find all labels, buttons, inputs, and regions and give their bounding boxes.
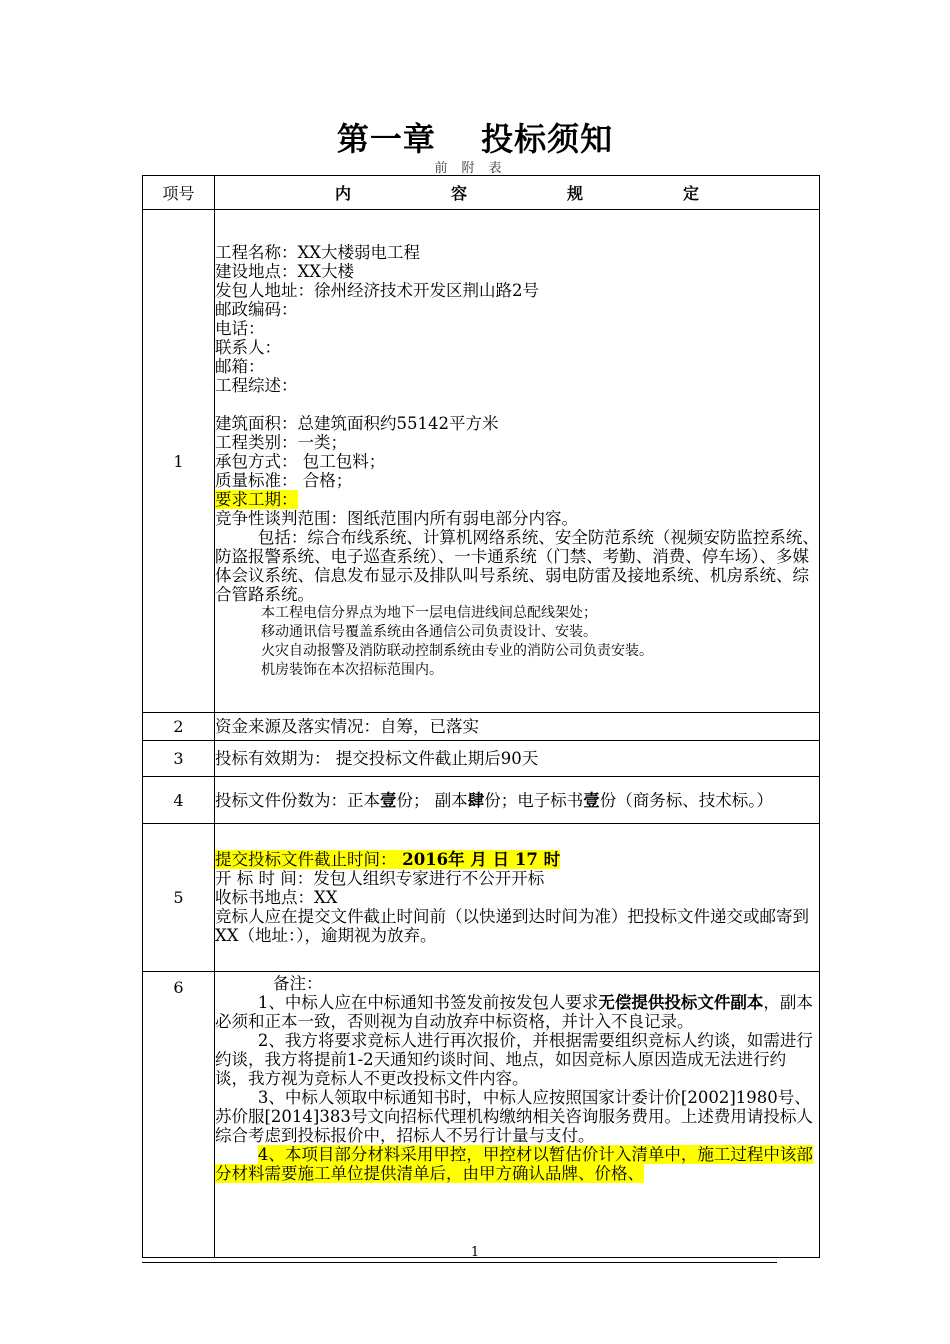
row-number: 6	[143, 972, 215, 1258]
scope-note: 机房装饰在本次招标范围内。	[261, 661, 443, 678]
bid-copies: 投标文件份数为：正本壹份； 副本肆份；电子标书壹份（商务标、技术标。）	[215, 777, 820, 824]
remark-3: 3、中标人领取中标通知书时，中标人应按照国家计委计价[2002]1980号、苏价服[2014]383号文向招标代理机构缴纳相关咨询服务费用。上述费用请投标人综合考虑到投标报价中，招标人不另行计量与支付。	[215, 1088, 813, 1145]
required-duration: 要求工期：	[215, 489, 298, 509]
header-content	[215, 176, 820, 210]
construction-site: 建设地点：XX大楼	[215, 261, 354, 281]
remarks-label: 备注：	[273, 974, 323, 993]
phone: 电话：	[215, 318, 265, 338]
scope-note: 移动通讯信号覆盖系统由各通信公司负责设计、安装。	[261, 623, 597, 640]
receiving-location: 收标书地点：XX	[215, 888, 338, 907]
scope-details: 包括：综合布线系统、计算机网络系统、安全防范系统（视频安防监控系统、防盗报警系统、电子巡查系统）、一卡通系统（门禁、考勤、消费、停车场）、多媒体会议系统、信息发布显示及排队叫号系统、弱电防雷及接地系统、机房系统、综合管路系统。	[215, 527, 819, 604]
table-row	[143, 210, 820, 713]
employer-address: 发包人地址：徐州经济技术开发区荆山路2号	[215, 280, 539, 300]
table-row	[143, 713, 820, 741]
bidding-info-table	[142, 175, 820, 1258]
delivery-instructions: 竞标人应在提交文件截止时间前（以快递到达时间为准）把投标文件递交或邮寄到XX（地址：），逾期视为放弃。	[215, 907, 809, 945]
project-info-cell	[215, 210, 820, 713]
submission-info-cell	[215, 824, 820, 972]
submission-deadline-label: 提交投标文件截止时间：	[215, 850, 397, 869]
duplicate-count: 肆	[467, 790, 485, 810]
table-header-row	[143, 176, 820, 210]
building-area: 建筑面积：总建筑面积约55142平方米	[215, 413, 499, 433]
header-char: 定	[682, 184, 699, 203]
page-number: 1	[470, 1245, 480, 1260]
table-row	[143, 972, 820, 1258]
remark-4: 4、本项目部分材料采用甲控，甲控材以暂估价计入清单中，施工过程中该部分材料需要施工单位提供清单后，由甲方确认品牌、价格、	[215, 1145, 813, 1183]
scope-note: 火灾自动报警及消防联动控制系统由专业的消防公司负责安装。	[261, 642, 653, 659]
remarks-cell	[215, 972, 820, 1258]
row-number: 5	[143, 824, 215, 972]
quality-standard: 质量标准： 合格；	[215, 470, 353, 490]
funding-source: 资金来源及落实情况：自筹，已落实	[215, 713, 820, 741]
row-number: 3	[143, 741, 215, 777]
email: 邮箱：	[215, 356, 265, 376]
table-row	[143, 777, 820, 824]
table-row	[143, 824, 820, 972]
header-char: 内	[334, 184, 351, 203]
negotiation-scope: 竞争性谈判范围：图纸范围内所有弱电部分内容。	[215, 508, 578, 528]
remark-2: 2、我方将要求竞标人进行再次报价，并根据需要组织竞标人约谈，如需进行约谈，我方将提前1-2天通知约谈时间、地点，如因竞标人原因造成无法进行约谈，我方视为竞标人不更改投标文件内容。	[215, 1031, 813, 1088]
footer-divider	[142, 1262, 777, 1263]
header-char: 容	[450, 184, 467, 203]
scope-note: 本工程电信分界点为地下一层电信进线间总配线架处；	[261, 604, 597, 621]
original-count: 壹	[380, 790, 397, 810]
chapter-title: 第一章 投标须知	[336, 120, 614, 158]
project-overview-label: 工程综述：	[215, 375, 298, 395]
row-number: 1	[143, 210, 215, 713]
submission-deadline-value: 2016年 月 日 17 时	[396, 850, 561, 869]
header-item-number: 项号	[143, 176, 215, 210]
electronic-count: 壹	[583, 790, 600, 810]
postal-code: 邮政编码：	[215, 299, 298, 319]
contract-method: 承包方式： 包工包料；	[215, 451, 386, 471]
project-name: 工程名称：XX大楼弱电工程	[215, 242, 420, 262]
remark-1: 1、中标人应在中标通知书签发前按发包人要求无偿提供投标文件副本，副本必须和正本一致，否则视为自动放弃中标资格，并计入不良记录。	[215, 993, 813, 1031]
contact-person: 联系人：	[215, 337, 281, 357]
bid-validity: 投标有效期为： 提交投标文件截止期后90天	[215, 741, 820, 777]
opening-time: 开 标 时 间：发包人组织专家进行不公开开标	[215, 869, 545, 888]
row-number: 2	[143, 713, 215, 741]
row-number: 4	[143, 777, 215, 824]
project-category: 工程类别：一类；	[215, 432, 347, 452]
header-char: 规	[566, 184, 583, 203]
table-row	[143, 741, 820, 777]
subtitle: 前附表	[434, 161, 516, 176]
